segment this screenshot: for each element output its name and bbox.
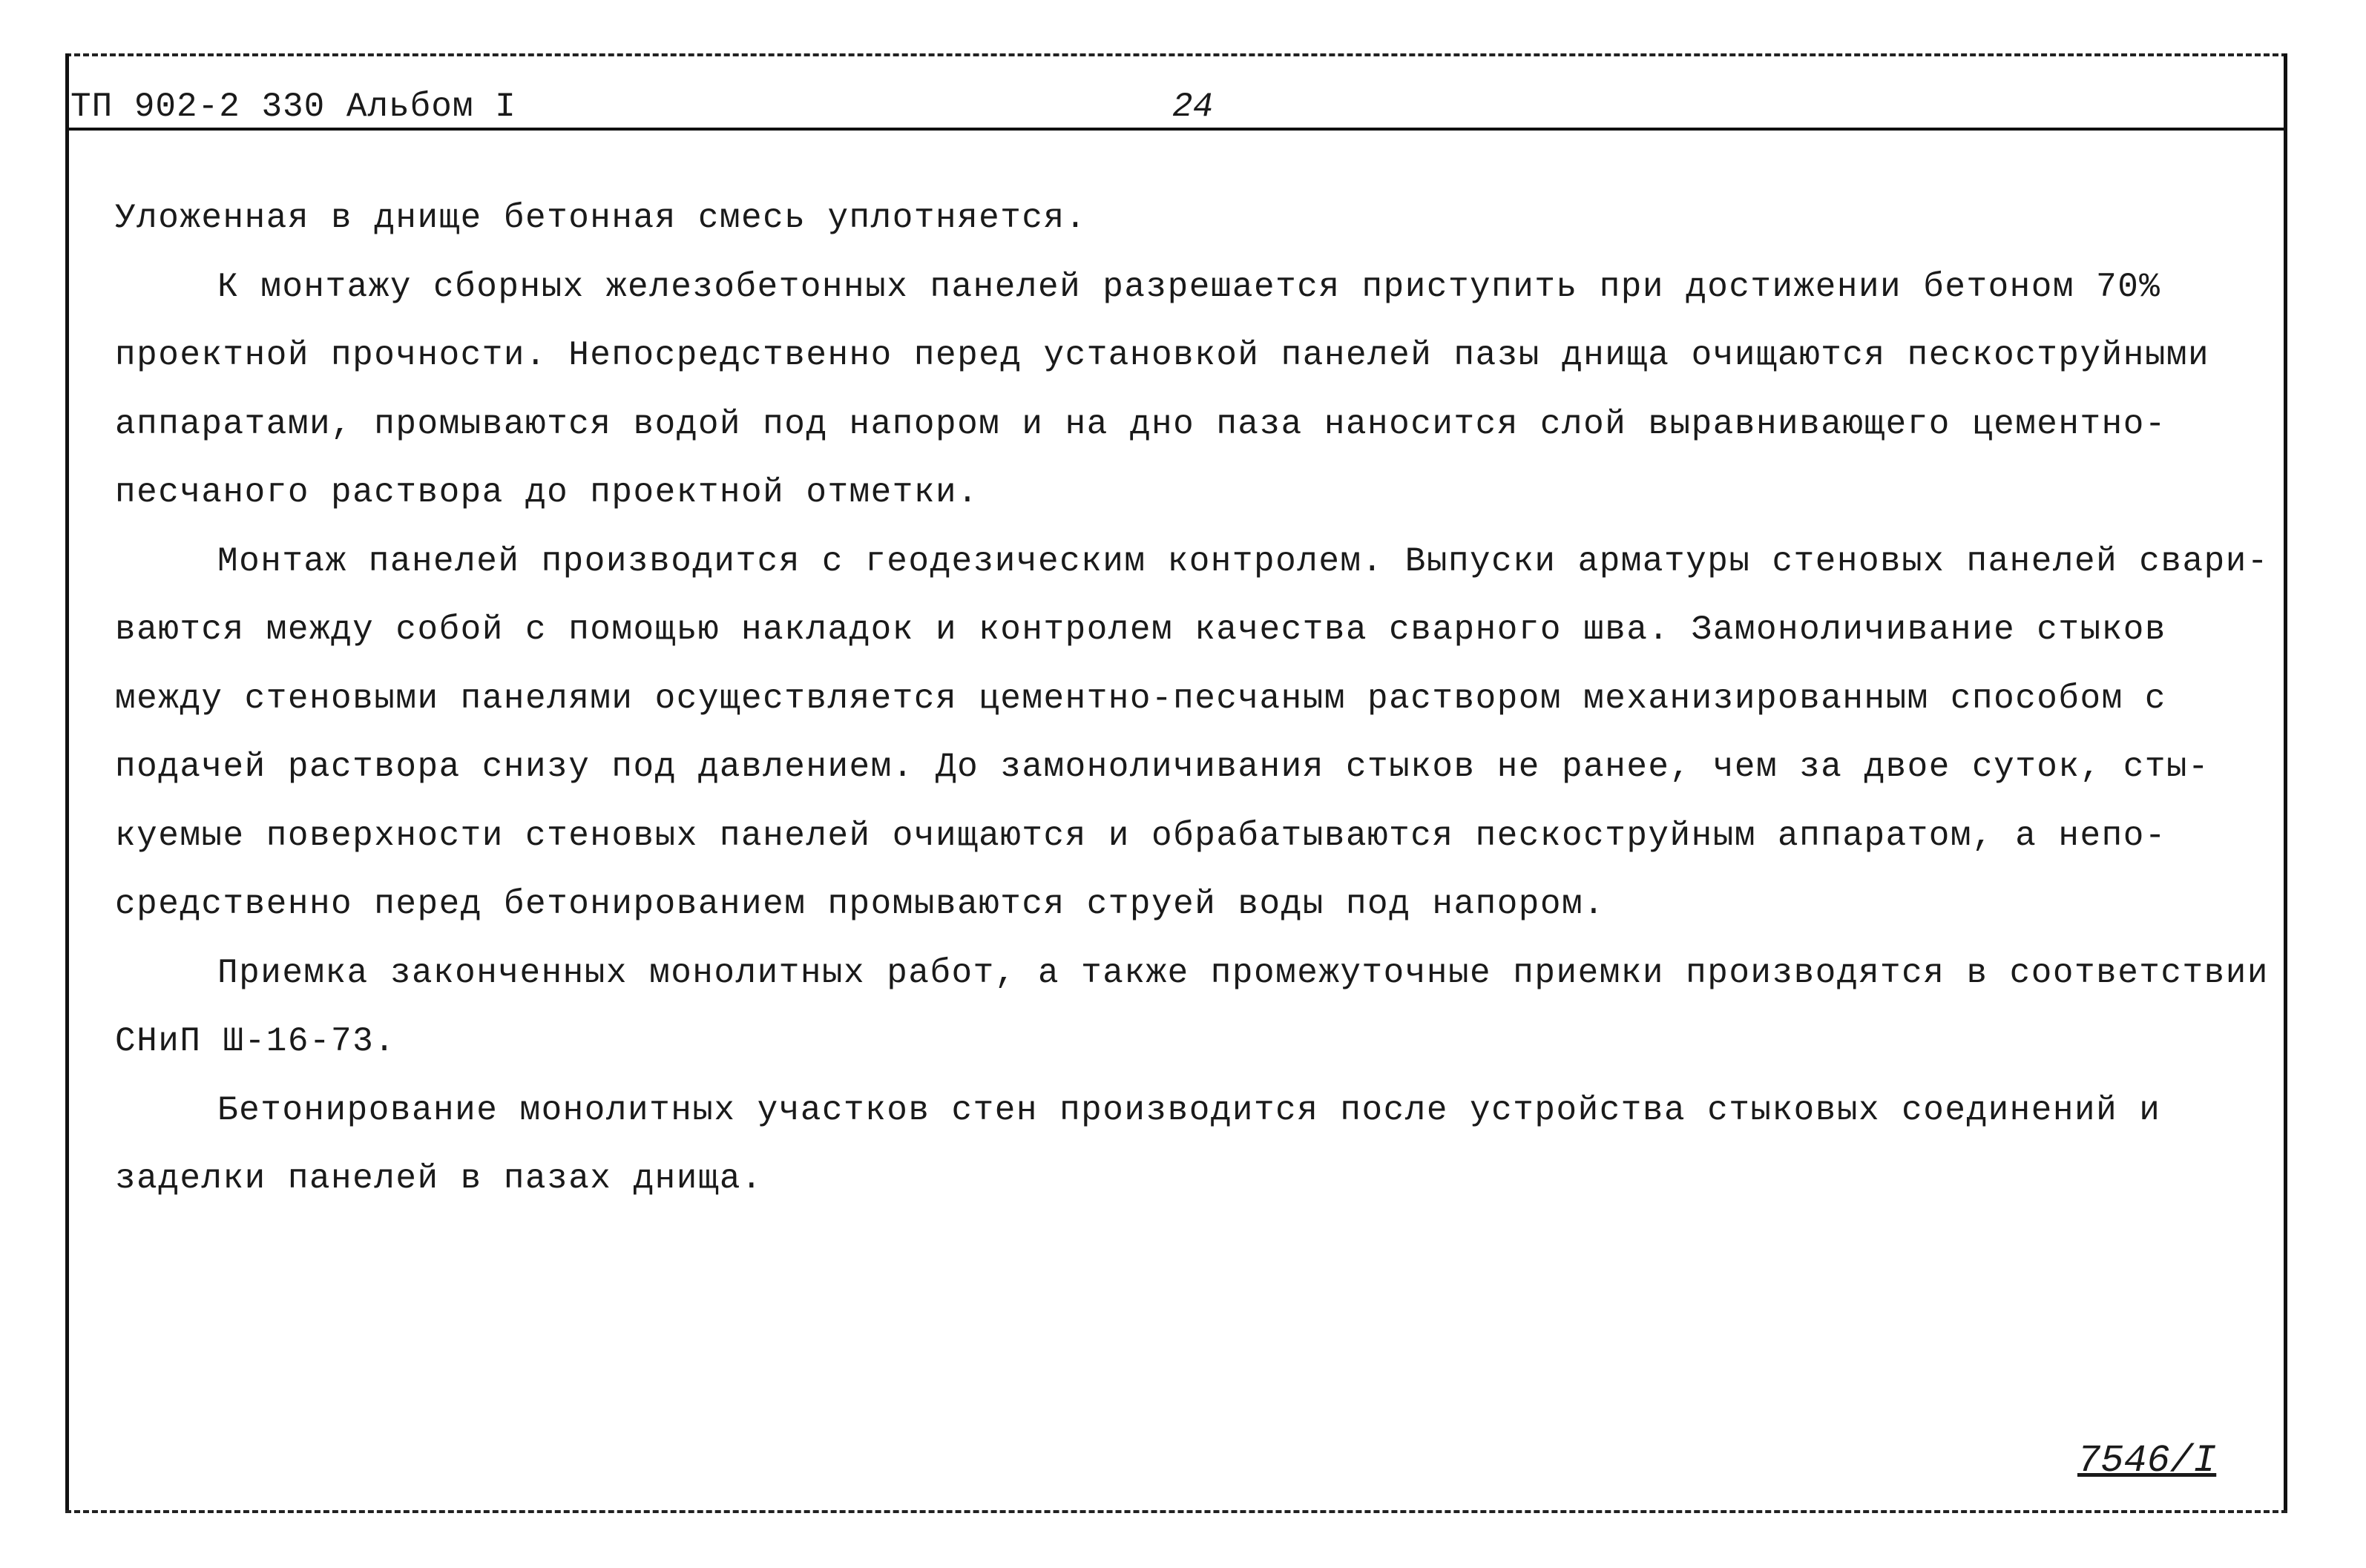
text-line: песчаного раствора до проектной отметки. [115,473,979,512]
text-line: Монтаж панелей производится с геодезическим контролем. Выпуски арматуры стеновых панелей свари- [217,541,2269,581]
text-line: Уложенная в днище бетонная смесь уплотняется. [115,199,1087,237]
text-line: Бетонирование монолитных участков стен производится после устройства стыковых соединений и [217,1090,2161,1130]
page-number: 24 [1172,88,1214,126]
text-line: Приемка законченных монолитных работ, а также промежуточные приемки производятся в соответствии [217,953,2269,992]
text-line: К монтажу сборных железобетонных панелей разрешается приступить при достижении бетоном 70% [217,267,2161,306]
paragraph-2 [115,253,2267,527]
paragraph-4 [115,939,2267,1076]
text-line: проектной прочности. Непосредственно перед установкой панелей пазы днища очищаются пескоструйными [115,336,2210,375]
header-divider [65,128,2287,131]
frame-left-border [65,53,69,1513]
text-line: подачей раствора снизу под давлением. До замоноличивания стыков не ранее, чем за двое суток, сты- [115,748,2210,786]
text-line: ваются между собой с помощью накладок и контролем качества сварного шва. Замоноличивание стыков [115,610,2166,649]
text-line: СНиП Ш-16-73. [115,1022,396,1061]
paragraph-1 [115,184,2267,253]
document-reference: ТП 902-2 330 Альбом I [70,88,516,126]
paragraph-3 [115,527,2267,939]
text-line: заделки панелей в пазах днища. [115,1159,763,1198]
frame-bottom-border [65,1510,2287,1513]
text-line: куемые поверхности стеновых панелей очищаются и обрабатываются пескоструйным аппаратом, а непо- [115,816,2166,855]
frame-right-border [2284,53,2287,1513]
document-body [115,184,2267,1213]
text-line: средственно перед бетонированием промываются струей воды под напором. [115,885,1606,923]
archive-stamp: 7546/I [2077,1439,2217,1483]
paragraph-5 [115,1076,2267,1213]
frame-top-border [65,53,2287,56]
text-line: между стеновыми панелями осуществляется цементно-песчаным раствором механизированным способом с [115,679,2166,718]
text-line: аппаратами, промываются водой под напором и на дно паза наносится слой выравнивающего цементно- [115,404,2166,444]
